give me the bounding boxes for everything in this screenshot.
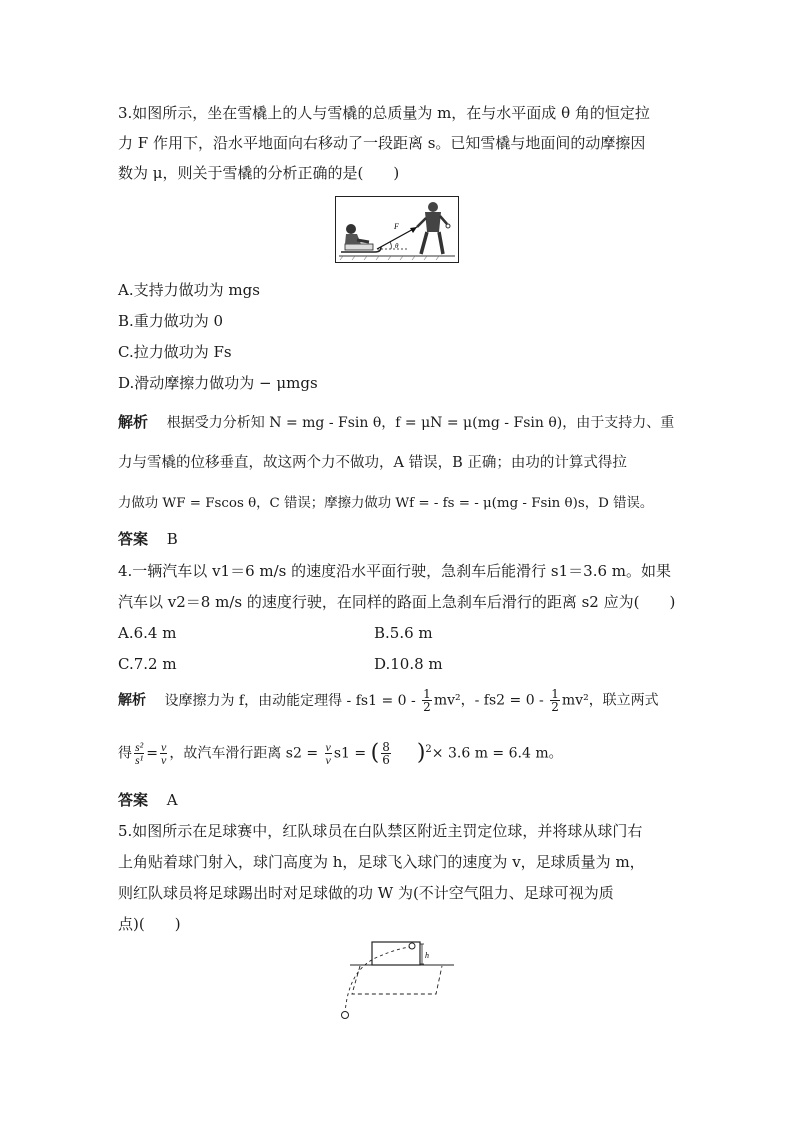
q3-option-c: C.拉力做功为 Fs xyxy=(118,343,232,361)
analysis-text-b: ，故汽车滑行距离 s2 = xyxy=(169,745,319,762)
q4-option-a: A.6.4 m xyxy=(118,624,177,642)
q3-stem-line-1: 3.如图所示，坐在雪橇上的人与雪橇的总质量为 m，在与水平面成 θ 角的恒定拉 xyxy=(118,104,650,122)
analysis-text-c: s1 = xyxy=(333,745,367,762)
force-label: F xyxy=(394,222,399,231)
analysis-label: 解析 xyxy=(118,692,146,709)
soccer-goal-figure xyxy=(330,938,458,1024)
analysis-text: 根据受力分析知 N = mg - Fsin θ，f = μN = μ(mg - Fsin θ)，由于支持力、重 xyxy=(166,415,675,431)
q3-option-d: D.滑动摩擦力做功为 − μmgs xyxy=(118,374,318,392)
sled-figure xyxy=(335,196,459,263)
q3-answer xyxy=(118,529,178,549)
q5-stem-line-4: 点)( ) xyxy=(118,915,181,933)
angle-label: θ xyxy=(395,242,399,250)
q3-option-b: B.重力做功为 0 xyxy=(118,312,224,330)
fraction-one-half: $\frac{1}{2}$ xyxy=(423,687,431,714)
q3-stem-line-3: 数为 μ，则关于雪橇的分析正确的是( ) xyxy=(118,164,400,182)
fraction-s-ratio: $\frac{\text{s²}}{\text{s¹}}$ xyxy=(135,740,144,768)
answer-value: A xyxy=(166,791,178,809)
analysis-label: 解析 xyxy=(118,413,149,431)
analysis-text-d: × 3.6 m = 6.4 m。 xyxy=(431,745,563,762)
fraction-v-ratio: $\frac{v}{v}$ xyxy=(325,740,331,768)
answer-label: 答案 xyxy=(118,530,149,548)
q4-analysis-line-2: 得 $\frac{\text{s²}}{\text{s¹}}$ = $\frac{v}{v}$ ，故汽车滑行距离 s2 = $\frac{v}{v}$ s1 = ( $\frac{8}{6}$ )$^2$× 3.6 m = 6.4 m。 xyxy=(118,740,563,768)
q3-analysis-line-1 xyxy=(118,412,674,433)
q3-option-a: A.支持力做功为 mgs xyxy=(118,281,260,299)
fraction-one-half: $\frac{1}{2}$ xyxy=(551,687,559,714)
square-exponent: 2 xyxy=(425,744,432,755)
answer-value: B xyxy=(166,530,178,548)
q3-analysis-line-3: 力做功 WF = Fscos θ，C 错误；摩擦力做功 Wf = - fs = - μ(mg - Fsin θ)s，D 错误。 xyxy=(118,496,654,511)
q4-analysis-line-1 xyxy=(118,688,659,713)
analysis-text-c: mv²，联立两式 xyxy=(561,692,659,709)
q5-stem-line-3: 则红队球员将足球踢出时对足球做的功 W 为(不计空气阻力、足球可视为质 xyxy=(118,884,614,902)
fraction-v-ratio: $\frac{v}{v}$ xyxy=(161,740,167,768)
analysis-text-a: 设摩擦力为 f，由动能定理得 - fs1 = 0 - xyxy=(164,692,416,709)
q4-option-b: B.5.6 m xyxy=(374,624,433,642)
q4-stem-line-2: 汽车以 v2＝8 m/s 的速度行驶，在同样的路面上急刹车后滑行的距离 s2 应为( ) xyxy=(118,593,676,611)
q3-stem-line-2: 力 F 作用下，沿水平地面向右移动了一段距离 s。已知雪橇与地面间的动摩擦因 xyxy=(118,134,646,152)
answer-label: 答案 xyxy=(118,791,149,809)
q4-option-d: D.10.8 m xyxy=(374,655,443,673)
height-label: h xyxy=(425,951,429,960)
q4-stem-line-1: 4.一辆汽车以 v1＝6 m/s 的速度沿水平面行驶，急刹车后能滑行 s1＝3.6 m。如果 xyxy=(118,562,672,580)
q4-answer xyxy=(118,790,178,810)
analysis-text-a: 得 xyxy=(118,745,132,762)
q5-stem-line-2: 上角贴着球门射入，球门高度为 h，足球飞入球门的速度为 v，足球质量为 m， xyxy=(118,853,645,871)
fraction-eight-sixths: $\frac{8}{6}$ xyxy=(382,740,390,768)
analysis-text-b: mv²，- fs2 = 0 - xyxy=(433,692,544,709)
q3-analysis-line-2: 力与雪橇的位移垂直，故这两个力不做功，A 错误，B 正确；由功的计算式得拉 xyxy=(118,455,627,471)
q4-option-c: C.7.2 m xyxy=(118,655,177,673)
q5-stem-line-1: 5.如图所示在足球赛中，红队球员在白队禁区附近主罚定位球，并将球从球门右 xyxy=(118,822,643,840)
